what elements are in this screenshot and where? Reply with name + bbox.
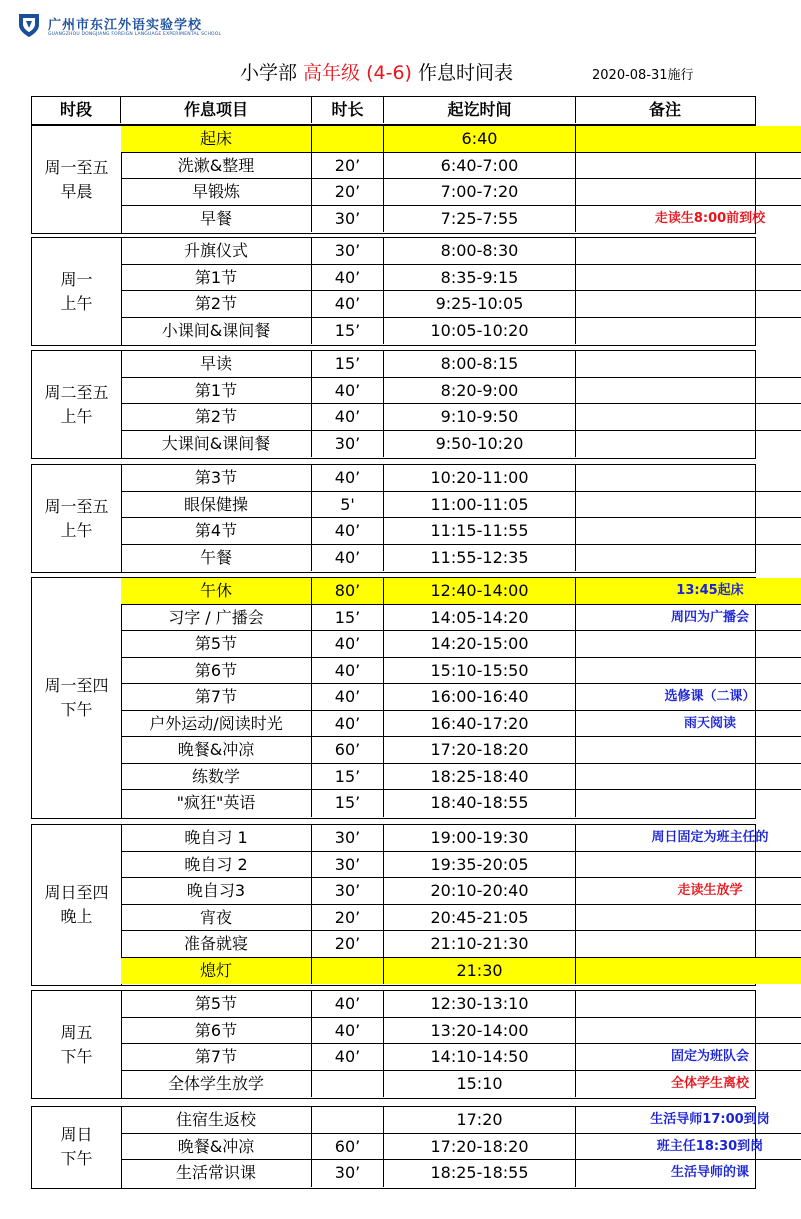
col-duration: 时长 — [312, 97, 384, 123]
note-cell — [576, 465, 801, 492]
time-range-cell: 12:40-14:00 — [384, 578, 576, 605]
duration-cell: 40’ — [312, 684, 384, 711]
col-item: 作息项目 — [121, 97, 312, 123]
note-cell — [576, 238, 801, 265]
duration-cell: 80’ — [312, 578, 384, 605]
schedule-block — [31, 824, 769, 986]
table-row — [121, 465, 755, 492]
period-cell — [32, 351, 122, 458]
table-row — [121, 404, 755, 431]
duration-cell: 20’ — [312, 153, 384, 180]
schedule-block — [31, 350, 756, 459]
period-label: 上午 — [60, 406, 93, 426]
activity-cell: 第3节 — [121, 465, 312, 492]
duration-cell: 40’ — [312, 711, 384, 738]
table-row — [121, 658, 755, 685]
table-row — [121, 991, 755, 1018]
table-row — [121, 153, 755, 180]
table-row — [121, 578, 755, 605]
activity-cell: 第2节 — [121, 291, 312, 318]
table-row — [121, 265, 755, 292]
table-row — [121, 852, 755, 879]
table-row — [121, 126, 755, 153]
time-range-cell: 21:30 — [384, 958, 576, 985]
activity-cell: 第7节 — [121, 1044, 312, 1071]
table-row — [121, 545, 755, 572]
table-row — [121, 631, 755, 658]
time-range-cell: 6:40-7:00 — [384, 153, 576, 180]
note-cell: 走读生8:00前到校 — [654, 210, 766, 226]
note-cell — [576, 153, 801, 180]
period-cell — [32, 126, 122, 233]
schedule-block — [31, 577, 756, 819]
period-label: 周二至五 — [44, 382, 109, 402]
time-range-cell: 6:40 — [384, 126, 576, 153]
duration-cell: 40’ — [312, 378, 384, 405]
school-name-en: GUANGZHOU DONGJIANG FOREIGN LANGUAGE EXPERIMENTAL SCHOOL — [48, 32, 222, 37]
table-row — [121, 1071, 755, 1098]
note-cell — [576, 1018, 801, 1045]
activity-cell: 眼保健操 — [121, 492, 312, 519]
activity-cell: 第6节 — [121, 658, 312, 685]
table-row — [121, 684, 755, 711]
activity-cell: 晚餐&冲凉 — [121, 737, 312, 764]
time-range-cell: 10:20-11:00 — [384, 465, 576, 492]
table-row — [121, 737, 755, 764]
activity-cell: 宵夜 — [121, 905, 312, 932]
duration-cell: 30’ — [312, 852, 384, 879]
col-time: 起讫时间 — [384, 97, 576, 123]
time-range-cell: 8:35-9:15 — [384, 265, 576, 292]
activity-cell: 晚餐&冲凉 — [121, 1134, 312, 1161]
note-cell: 选修课（二课） — [576, 684, 801, 711]
time-range-cell: 10:05-10:20 — [384, 318, 576, 345]
note-cell: 班主任18:30到岗 — [576, 1134, 801, 1161]
note-cell — [576, 126, 801, 153]
time-range-cell: 17:20-18:20 — [384, 737, 576, 764]
table-row — [121, 711, 755, 738]
duration-cell: 40’ — [312, 265, 384, 292]
time-range-cell: 12:30-13:10 — [384, 991, 576, 1018]
table-row — [121, 1107, 770, 1134]
activity-cell: 午餐 — [121, 545, 312, 572]
time-range-cell: 8:00-8:15 — [384, 351, 576, 378]
note-cell — [576, 404, 801, 431]
table-row — [121, 518, 755, 545]
time-range-cell: 9:50-10:20 — [384, 431, 576, 458]
activity-cell: 早锻炼 — [121, 179, 312, 206]
note-cell: 13:45起床 — [576, 578, 801, 605]
table-row — [121, 492, 755, 519]
period-cell — [32, 991, 122, 1098]
note-cell — [576, 179, 801, 206]
activity-cell: 住宿生返校 — [121, 1107, 312, 1134]
note-cell: 走读生放学 — [576, 878, 801, 905]
note-cell — [576, 764, 801, 791]
activity-cell: 晚自习 1 — [121, 825, 312, 852]
activity-cell: 小课间&课间餐 — [121, 318, 312, 345]
table-row — [121, 905, 755, 932]
duration-cell: 40’ — [312, 631, 384, 658]
note-cell: 生活导师的课 — [670, 1165, 749, 1180]
note-cell — [576, 852, 801, 879]
duration-cell: 40’ — [312, 991, 384, 1018]
activity-cell: "疯狂"英语 — [121, 790, 312, 817]
activity-cell: 第6节 — [121, 1018, 312, 1045]
time-range-cell: 18:25-18:55 — [384, 1160, 576, 1187]
note-cell: 周日固定为班主任的 — [576, 825, 801, 852]
table-row — [121, 179, 755, 206]
duration-cell: 40’ — [312, 291, 384, 318]
time-range-cell: 18:40-18:55 — [384, 790, 576, 817]
duration-cell: 20’ — [312, 179, 384, 206]
time-range-cell: 8:20-9:00 — [384, 378, 576, 405]
time-range-cell: 14:10-14:50 — [384, 1044, 576, 1071]
schedule-block — [31, 237, 756, 346]
duration-cell: 60’ — [312, 737, 384, 764]
time-range-cell: 15:10 — [384, 1071, 576, 1098]
note-cell: 周四为广播会 — [576, 605, 801, 632]
note-cell — [576, 265, 801, 292]
note-cell — [576, 518, 801, 545]
period-cell — [32, 825, 122, 985]
period-label: 上午 — [60, 293, 93, 313]
title-highlight: 高年级 (4-6) — [303, 62, 412, 84]
note-cell — [576, 431, 801, 458]
activity-cell: 早读 — [121, 351, 312, 378]
note-cell — [576, 737, 801, 764]
time-range-cell: 19:35-20:05 — [384, 852, 576, 879]
time-range-cell: 8:00-8:30 — [384, 238, 576, 265]
duration-cell: 5' — [312, 492, 384, 519]
table-row — [121, 1044, 755, 1071]
activity-cell: 习字 / 广播会 — [121, 605, 312, 632]
schedule-block — [31, 125, 766, 234]
duration-cell: 20’ — [312, 931, 384, 958]
activity-cell: 第1节 — [121, 378, 312, 405]
period-cell — [32, 578, 122, 818]
activity-cell: 升旗仪式 — [121, 238, 312, 265]
period-label: 下午 — [60, 699, 93, 719]
note-cell: 生活导师17:00到岗 — [576, 1107, 801, 1134]
duration-cell: 60’ — [312, 1134, 384, 1161]
period-label: 周一至四 — [44, 675, 109, 695]
time-range-cell: 18:25-18:40 — [384, 764, 576, 791]
note-cell — [576, 631, 801, 658]
note-cell — [576, 991, 801, 1018]
period-label: 下午 — [60, 1149, 93, 1169]
duration-cell: 30’ — [312, 825, 384, 852]
time-range-cell: 7:00-7:20 — [384, 179, 576, 206]
time-range-cell: 17:20-18:20 — [384, 1134, 576, 1161]
time-range-cell: 15:10-15:50 — [384, 658, 576, 685]
duration-cell: 40’ — [312, 1044, 384, 1071]
col-note: 备注 — [648, 100, 681, 119]
period-label: 下午 — [60, 1046, 93, 1066]
period-cell — [32, 238, 122, 345]
activity-cell: 洗漱&整理 — [121, 153, 312, 180]
period-label: 早晨 — [60, 181, 93, 201]
school-name-cn: 广州市东江外语实验学校 — [48, 18, 203, 33]
table-row — [121, 790, 755, 817]
period-label: 周一 — [60, 269, 93, 289]
activity-cell: 早餐 — [121, 206, 312, 233]
activity-cell: 准备就寝 — [121, 931, 312, 958]
table-row — [121, 238, 755, 265]
note-cell — [576, 492, 801, 519]
note-cell: 全体学生离校 — [670, 1075, 749, 1091]
time-range-cell: 19:00-19:30 — [384, 825, 576, 852]
activity-cell: 户外运动/阅读时光 — [121, 711, 312, 738]
activity-cell: 午休 — [121, 578, 312, 605]
table-row — [121, 825, 769, 852]
note-cell — [576, 545, 801, 572]
activity-cell: 第5节 — [121, 631, 312, 658]
period-label: 周一至五 — [44, 496, 109, 516]
table-row — [121, 878, 755, 905]
period-label: 周日 — [60, 1125, 93, 1145]
duration-cell: 15’ — [312, 764, 384, 791]
note-cell — [576, 291, 801, 318]
table-row — [121, 1160, 755, 1187]
duration-cell: 30’ — [312, 238, 384, 265]
activity-cell: 起床 — [121, 126, 312, 153]
duration-cell: 15’ — [312, 351, 384, 378]
time-range-cell: 17:20 — [384, 1107, 576, 1134]
note-cell — [576, 931, 801, 958]
note-cell — [576, 905, 801, 932]
note-cell: 雨天阅读 — [576, 711, 801, 738]
activity-cell: 生活常识课 — [121, 1160, 312, 1187]
duration-cell — [312, 1071, 384, 1098]
activity-cell: 第5节 — [121, 991, 312, 1018]
activity-cell: 练数学 — [121, 764, 312, 791]
duration-cell: 40’ — [312, 404, 384, 431]
time-range-cell: 7:25-7:55 — [384, 206, 576, 233]
table-row — [121, 1018, 755, 1045]
table-row — [121, 605, 755, 632]
table-row — [121, 958, 755, 985]
table-row — [121, 764, 755, 791]
activity-cell: 全体学生放学 — [121, 1071, 312, 1098]
school-logo — [18, 10, 318, 44]
table-row — [121, 318, 755, 345]
table-row — [121, 378, 755, 405]
table-row — [121, 431, 755, 458]
activity-cell: 第4节 — [121, 518, 312, 545]
table-row — [121, 351, 755, 378]
duration-cell: 40’ — [312, 518, 384, 545]
duration-cell: 15’ — [312, 605, 384, 632]
table-header — [31, 96, 756, 125]
activity-cell: 第2节 — [121, 404, 312, 431]
duration-cell: 30’ — [312, 1160, 384, 1187]
time-range-cell: 20:10-20:40 — [384, 878, 576, 905]
activity-cell: 第7节 — [121, 684, 312, 711]
time-range-cell: 11:00-11:05 — [384, 492, 576, 519]
time-range-cell: 20:45-21:05 — [384, 905, 576, 932]
table-row — [121, 206, 766, 233]
time-range-cell: 11:55-12:35 — [384, 545, 576, 572]
note-cell — [576, 658, 801, 685]
schedule-block — [31, 1106, 770, 1189]
duration-cell: 40’ — [312, 658, 384, 685]
title-part1: 小学部 — [240, 62, 304, 84]
activity-cell: 晚自习3 — [121, 878, 312, 905]
note-cell — [576, 351, 801, 378]
activity-cell: 第1节 — [121, 265, 312, 292]
duration-cell: 30’ — [312, 431, 384, 458]
duration-cell: 30’ — [312, 206, 384, 233]
period-label: 周日至四 — [44, 883, 109, 902]
title-part2: 作息时间表 — [411, 62, 513, 84]
period-cell — [32, 1107, 122, 1188]
activity-cell: 晚自习 2 — [121, 852, 312, 879]
time-range-cell: 16:00-16:40 — [384, 684, 576, 711]
note-cell — [576, 958, 801, 985]
school-shield-icon — [18, 12, 40, 38]
period-label: 周一至五 — [44, 157, 109, 177]
duration-cell: 40’ — [312, 545, 384, 572]
time-range-cell: 14:20-15:00 — [384, 631, 576, 658]
note-cell — [576, 378, 801, 405]
table-row — [121, 931, 755, 958]
effective-date: 2020-08-31施行 — [592, 68, 694, 83]
duration-cell: 40’ — [312, 1018, 384, 1045]
table-row — [121, 291, 755, 318]
duration-cell — [312, 126, 384, 153]
period-label: 周五 — [60, 1022, 93, 1042]
duration-cell: 15’ — [312, 318, 384, 345]
duration-cell: 40’ — [312, 465, 384, 492]
time-range-cell: 21:10-21:30 — [384, 931, 576, 958]
schedule-block — [31, 990, 756, 1099]
schedule-block — [31, 464, 756, 573]
time-range-cell: 9:10-9:50 — [384, 404, 576, 431]
duration-cell: 30’ — [312, 878, 384, 905]
period-label: 上午 — [60, 520, 93, 540]
time-range-cell: 11:15-11:55 — [384, 518, 576, 545]
time-range-cell: 9:25-10:05 — [384, 291, 576, 318]
period-label: 晚上 — [60, 907, 93, 926]
duration-cell: 15’ — [312, 790, 384, 817]
activity-cell: 熄灯 — [121, 958, 312, 985]
duration-cell — [312, 958, 384, 985]
note-cell — [576, 318, 801, 345]
duration-cell: 20’ — [312, 905, 384, 932]
note-cell: 固定为班队会 — [576, 1044, 801, 1071]
col-period: 时段 — [32, 97, 121, 123]
duration-cell — [312, 1107, 384, 1134]
time-range-cell: 13:20-14:00 — [384, 1018, 576, 1045]
note-cell — [576, 790, 801, 817]
time-range-cell: 16:40-17:20 — [384, 711, 576, 738]
period-cell — [32, 465, 122, 572]
activity-cell: 大课间&课间餐 — [121, 431, 312, 458]
time-range-cell: 14:05-14:20 — [384, 605, 576, 632]
table-row — [121, 1134, 764, 1161]
